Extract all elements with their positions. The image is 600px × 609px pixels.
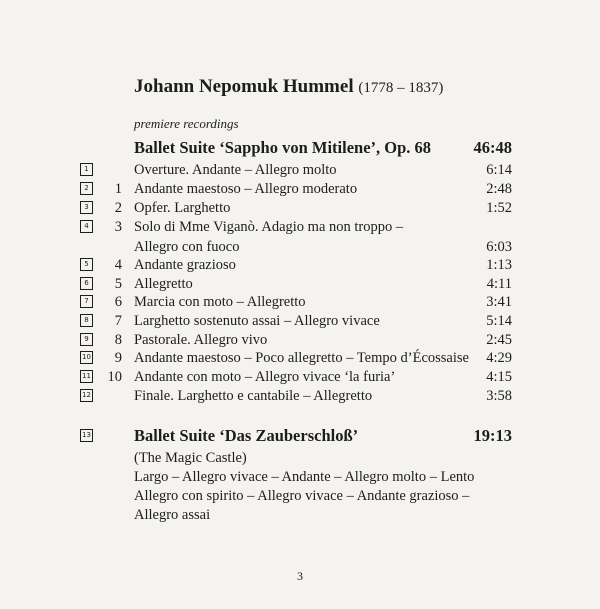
track-title: Solo di Mme Viganò. Adagio ma non troppo – [134,219,404,235]
track-row [0,486,600,506]
track-row [0,179,600,199]
track-index-box: 8 [80,314,93,327]
track-title: Opfer. Larghetto [134,200,231,216]
track-title: Andante con moto – Allegro vivace ‘la furia’ [134,369,396,385]
track-title: Allegro assai [134,507,211,523]
track-index-box: 13 [80,429,93,442]
track-title: Allegretto [134,276,193,292]
track-duration: 2:48 [486,181,512,197]
page-number: 3 [297,569,303,583]
movement-number: 9 [114,350,122,366]
track-index-box: 7 [80,295,93,308]
track-duration: 3:41 [486,294,512,310]
composer-name: Johann Nepomuk Hummel [134,76,354,97]
track-row [0,274,600,294]
track-duration: 3:58 [486,388,512,404]
track-index-box: 3 [80,201,93,214]
track-row [0,448,600,468]
recording-note: premiere recordings [134,116,239,131]
work-heading-row [0,426,600,446]
work-heading-row [0,138,600,158]
movement-number: 4 [114,257,122,273]
track-duration: 5:14 [486,313,512,329]
track-row [0,311,600,331]
movement-number: 5 [114,276,122,292]
track-duration: 4:15 [486,369,512,385]
track-row [0,330,600,350]
track-row [0,160,600,180]
track-duration: 4:11 [486,276,512,292]
work-title: Ballet Suite ‘Sappho von Mitilene’, Op. 68 [134,138,432,157]
movement-number: 3 [114,219,122,235]
track-title: Marcia con moto – Allegretto [134,294,306,310]
track-duration: 6:03 [486,239,512,255]
track-index-box: 5 [80,258,93,271]
track-index-box: 2 [80,182,93,195]
track-row [0,348,600,368]
track-duration: 4:29 [486,350,512,366]
track-duration: 19:13 [473,426,512,445]
track-title: (The Magic Castle) [134,450,247,466]
track-index-box: 9 [80,333,93,346]
track-row [0,467,600,487]
track-duration: 1:52 [486,200,512,216]
movement-number: 1 [114,181,122,197]
composer-heading [134,76,443,98]
track-row [0,505,600,525]
track-duration: 46:48 [473,138,512,157]
work-title: Ballet Suite ‘Das Zauberschloß’ [134,426,359,445]
track-index-box: 11 [80,370,93,383]
track-index-box: 6 [80,277,93,290]
track-index-box: 4 [80,220,93,233]
movement-number: 8 [114,332,122,348]
track-row [0,386,600,406]
track-index-box: 12 [80,389,93,402]
track-title: Allegro con spirito – Allegro vivace – Andante grazioso – [134,488,470,504]
track-row [0,198,600,218]
track-row [0,237,600,257]
track-duration: 2:45 [486,332,512,348]
track-title: Allegro con fuoco [134,239,240,255]
movement-number: 7 [114,313,122,329]
track-title: Finale. Larghetto e cantabile – Allegretto [134,388,373,404]
track-row [0,217,600,237]
track-title: Overture. Andante – Allegro molto [134,162,337,178]
composer-dates: (1778 – 1837) [358,80,444,96]
track-duration: 6:14 [486,162,512,178]
track-title: Pastorale. Allegro vivo [134,332,268,348]
track-row [0,292,600,312]
track-title: Larghetto sostenuto assai – Allegro vivace [134,313,380,329]
track-row [0,255,600,275]
track-row [0,367,600,387]
track-index-box: 1 [80,163,93,176]
track-title: Largo – Allegro vivace – Andante – Allegro molto – Lento [134,469,475,485]
track-title: Andante grazioso [134,257,236,273]
track-index-box: 10 [80,351,93,364]
track-title: Andante maestoso – Allegro moderato [134,181,358,197]
track-duration: 1:13 [486,257,512,273]
movement-number: 10 [107,369,122,385]
movement-number: 2 [114,200,122,216]
movement-number: 6 [114,294,122,310]
track-title: Andante maestoso – Poco allegretto – Tempo d’Écossaise [134,350,469,366]
